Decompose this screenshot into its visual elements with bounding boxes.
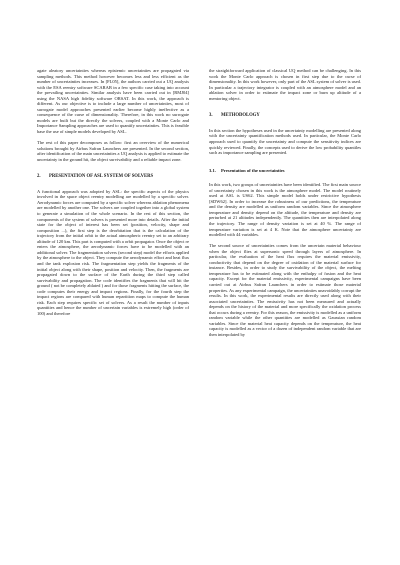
section-3-heading (209, 113, 361, 119)
paragraph-monte-carlo-choice: the straightforward application of classical UQ method can be challenging. In this work the Monte Carlo approach is chosen in first step due to the curse of dimensionality. In this work however, only part of the ASL system of solver is used. In particular a trajectory integrator is coupled with an atmosphere model and an ablation solver in order to estimate the impact zone or burn up altitude of a mentoring object. (209, 68, 361, 101)
section-2-heading (37, 174, 189, 180)
section-2-title: PRESENTATION OF ASL SYSTEM OF SOLVERS (49, 174, 154, 180)
section-3-number: 3. (209, 113, 213, 119)
section-2-number: 2. (37, 174, 41, 180)
section-3-1-heading (209, 168, 361, 174)
paragraph-atmosphere-uncertainty: In this work, two groups of uncertainties have been identified. The first main source of uncertainty chosen in this work is the atmosphere model. The model routinely used at ASL is US62. This simple model holds under restrictive hypothesis [SDW62]. In order to increase the robustness of our predictions, the temperature and the density are modelled as uniform random variables. Since the atmosphere temperature and density depend on the altitude, the temperature and density are perturbed at 21 altitudes independently. The quantities then are interpolated along the trajectory. The range of density variation is set at 40 %. The range of temperature variation is set at 4 K. Note that the atmosphere uncertainty are modelled with 44 variables. (209, 182, 361, 238)
paragraph-paper-outline: The rest of this paper decomposes as follow: first an overview of the numerical solutions brought by Airbus Safran Launchers are presented. In the second section, after identification of the main uncertainties a UQ analysis is applied to estimate the uncertainty in the ground hit, the object survivability and a reliable impact zone. (37, 140, 189, 162)
paragraph-functional-approach: A functional approach was adopted by ASL: the specific aspects of the physics involved in the space object reentry modelling are modelled by a specific solver. Aerodynamic forces are computed by a specific solver whereas ablation phenomena are modelled by another one. The solvers are coupled together into a global system to generate a simulation of the whole scenario. In the rest of this section, the components of the system of solvers is presented more into details. After the initial state for the object of interest has been set (position, velocity, shape and composition ...), the first step is the deorbitation that is the calculation of the trajectory from the initial orbit to the actual atmospheric reentry set to an arbitrary altitude of 120 km. This part is computed with a orbit propagator. Once the object re enters the atmosphere, the aerodynamic forces have to be modelled with an additional solver. The fragmentation solvers (second step) model the efforts applied by the atmosphere to the object. They compute the aerodynamic effort and heat flux and the tank explosion risk. The fragmentation step yields the fragments of the initial object along with their shape, position and velocity. Then, the fragments are propagated down to the surface of the Earth during the third step called survivability and propagation. The code identifies the fragments that will hit the ground ( not be completely ablated ) and for those fragments hitting the surface, the code computes their energy and impact regions. Finally, for the fourth step the impact regions are compared with human repartition maps to compute the human risk. Each step requires specific set of solvers. As a result the number of inputs quantities and hence the number of uncertain variables is extremely high (order of 100) and therefore (37, 188, 189, 316)
section-3-1-title: Presentation of the uncertainties (221, 167, 285, 173)
paragraph-methodology-intro: In this section the hypotheses used in the uncertainty modelling are presented along with the uncertainty quantification methods used. In particular, the Monte Carlo approach used to quantify the uncertainty and compute the sensitivity indices are quickly reviewed. Finally, the concepts used to derive the low probability quantiles such as importance sampling are presented. (209, 127, 361, 156)
right-column (209, 68, 361, 343)
section-3-title: METHODOLOGY (221, 113, 260, 119)
left-column (37, 68, 189, 322)
paragraph-uq-overview: agate aleatory uncertainties whereas epistemic uncertainties are propagated via sampling methods. This method however becomes less and less efficient as the number of uncertainties increases. In [FL05], the authors carried out a UQ analysis with the ESA reentry software SCARAB in a few specific case taking into account the prevailing uncertainties. Similar analysis have been carried out in [RMJ04] using the NASA high fidelity software ORSAT. In this work, the approach is different. As our objective is to include a large number of uncertainties, most of surrogate model approaches presented earlier become highly ineffective as a consequence of the curse of dimensionality. Therefore, in this work no surrogate models are built but the directly the solvers, coupled with a Monte Carlo and Importance Sampling approaches are used to quantify uncertainties. This is feasible base the use of simple models developed by ASL. (37, 68, 189, 135)
section-3-1-number: 3.1. (209, 167, 216, 173)
paragraph-material-uncertainty: The second source of uncertainties comes from the uncertain material behaviour when the object flies at supersonic speed through layers of atmosphere. In particular, the evaluation of the heat flux requires the material emissivity, conductivity that depend on the degree of oxidation of the material surface for instance. Besides, in order to study the survivability of the object, the melting temperature has to be estimated along with the enthalpy of fusion and the heat capacity. Except for the material emissivity, experimental campaigns have been carried out at Airbus Safran Launchers in order to estimate those material properties. As any experimental campaign, the uncertainties unavoidably corrupt the results. In this work, the experimental results are directly used along with their associated uncertainties. The emissivity has not been measured and actually depends on the history of the material and more specifically the oxidation process that occurs during a reentry. For this reason, the emissivity is modelled as a uniform random variable while the other quantities are modelled as Gaussian random variables. Since the material heat capacity depends on the temperature, the heat capacity is modelled as a vector of a dozen of independent random variable that are then interpolated by (209, 243, 361, 337)
